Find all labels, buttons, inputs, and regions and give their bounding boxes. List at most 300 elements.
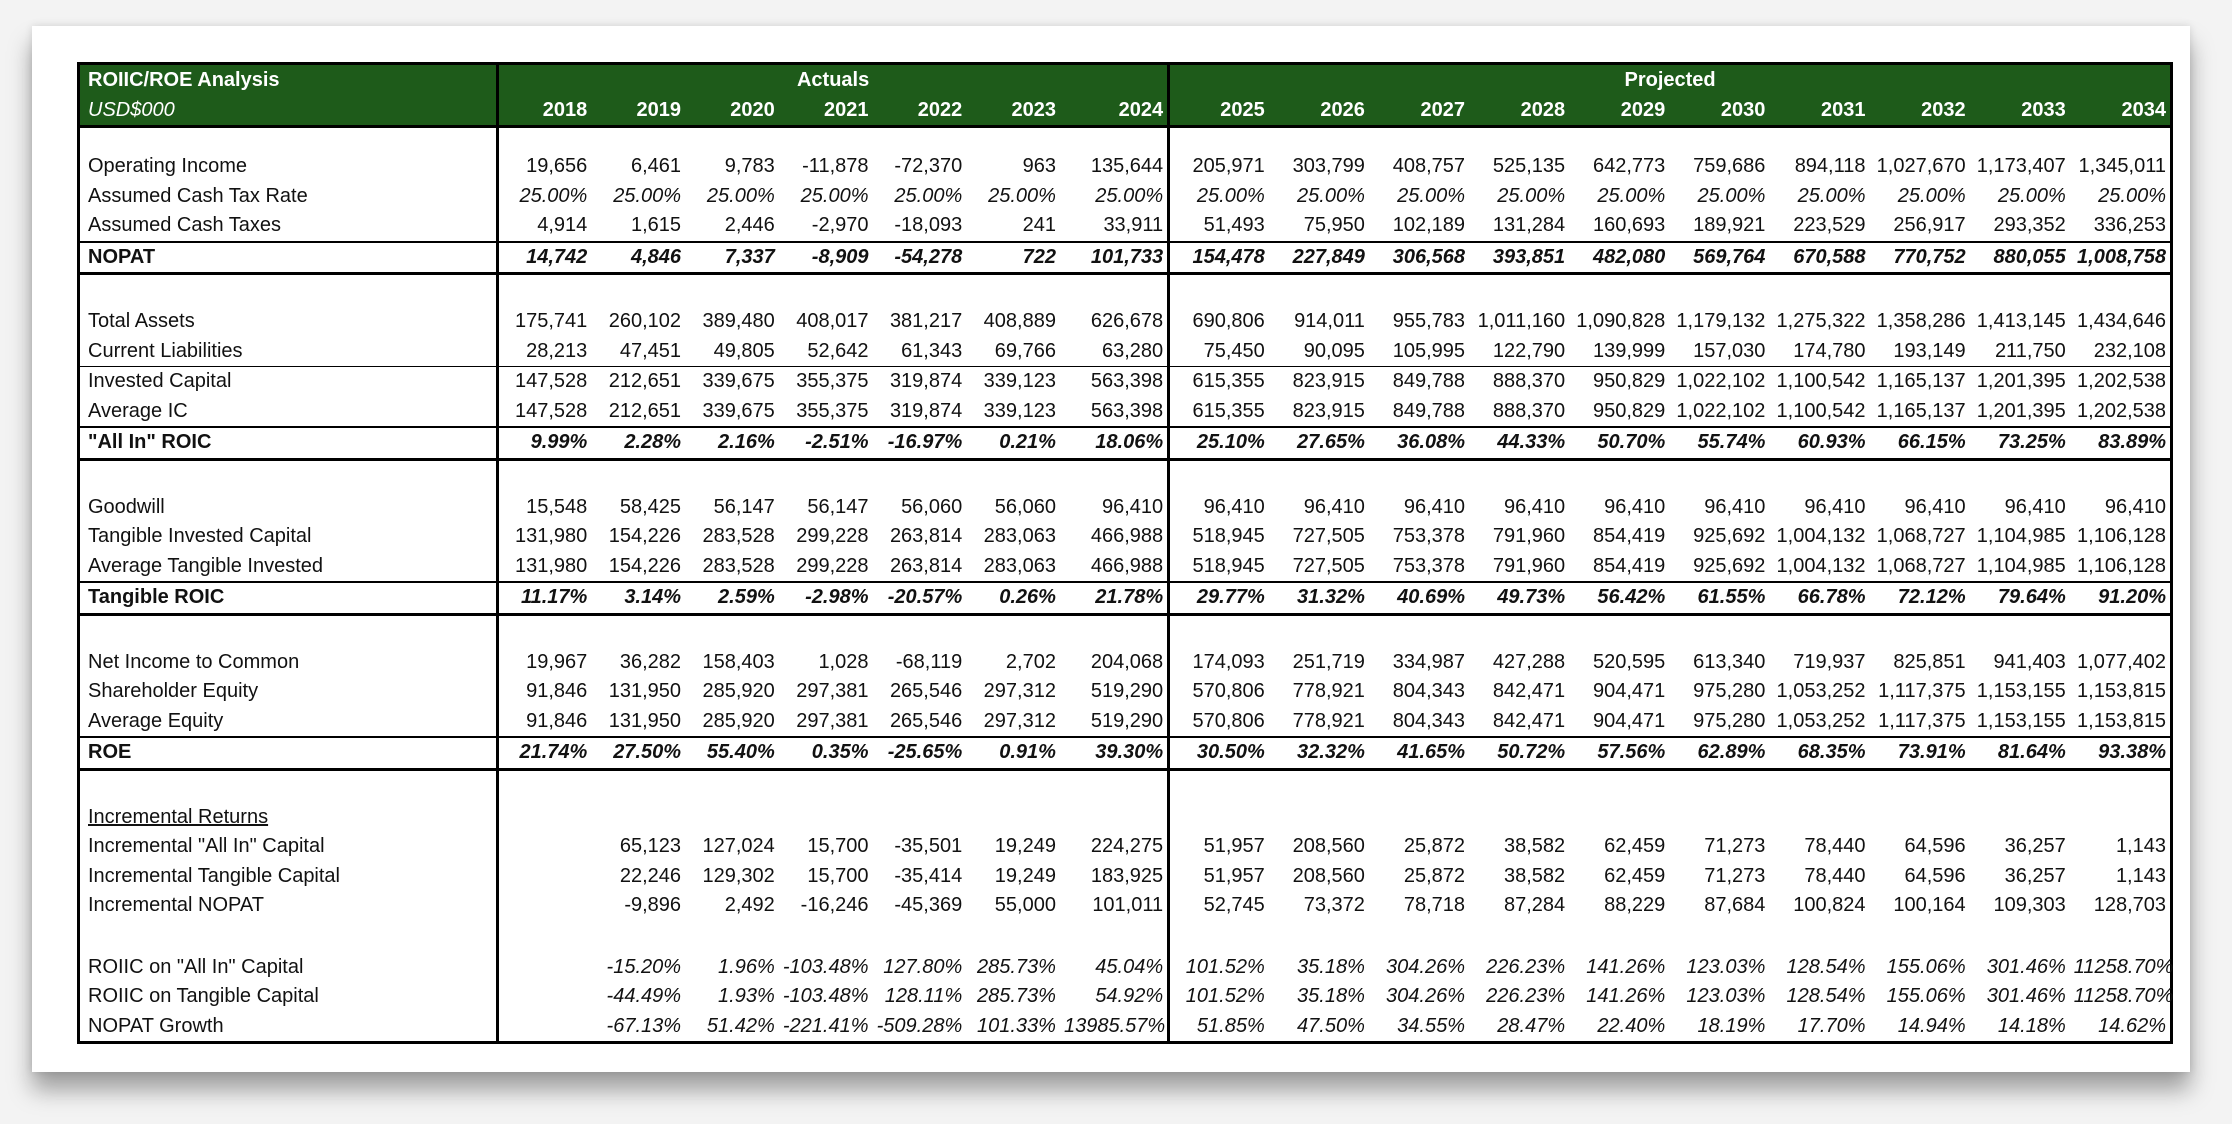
value-cell: 68.35% [1769,737,1869,769]
value-cell: 208,560 [1292,864,1365,887]
spacer-cell [1169,921,1269,953]
value-cell: 778,921 [1292,680,1365,702]
value-cell: 25.00% [1997,184,2066,207]
value-cell: 1,275,322 [1776,310,1866,332]
value-cell: 35.18% [1297,955,1365,978]
value-cell: 158,403 [702,650,775,673]
value-cell: 154,478 [1169,242,1269,274]
value-cell: 319,874 [889,399,963,422]
value-cell: 131,980 [498,552,592,583]
value-cell: 1,153,155 [1976,709,2066,732]
value-cell: 975,280 [1693,709,1766,732]
row-label: "All In" ROIC [80,427,498,459]
value-cell: 15,700 [807,835,869,857]
value-cell: 770,752 [1870,242,1970,274]
row-label: Average Tangible Invested [88,554,323,577]
value-cell: 51.85% [1169,1012,1269,1042]
year-header: 2021 [779,95,873,127]
spacer-cell [591,921,685,953]
value-cell: 35.18% [1297,985,1365,1007]
value-cell: 25.00% [1897,184,1966,207]
value-cell: 283,528 [702,554,775,577]
value-cell: 854,419 [1592,525,1666,547]
year-header: 2028 [1469,95,1569,127]
value-cell: 334,987 [1392,650,1465,673]
row-label: Incremental Tangible Capital [88,864,341,887]
value-cell [498,953,592,983]
value-cell: 96,410 [1604,495,1666,518]
value-cell: 950,829 [1592,399,1666,422]
value-cell: 823,915 [1292,399,1365,422]
year-header: 2023 [966,95,1060,127]
spacer-cell [1669,274,1769,308]
value-cell: 355,375 [796,399,869,422]
spacer-cell [1870,769,1970,803]
spacer-cell [1970,769,2070,803]
spacer-cell [498,459,592,493]
value-cell: -221.41% [782,1014,869,1037]
value-cell: 212,651 [608,399,682,422]
value-cell: 1,179,132 [1676,310,1766,332]
spacer-cell [80,769,498,803]
spacer-cell [1469,921,1569,953]
value-cell: 722 [966,242,1060,274]
value-cell: 1,090,828 [1576,310,1666,332]
value-cell: 131,980 [498,522,592,552]
spacer-cell [1169,459,1269,493]
value-cell: 778,921 [1292,709,1365,732]
value-cell: 101.33% [977,1014,1056,1037]
value-cell: 91.20% [2070,582,2170,614]
row-label: NOPAT Growth [88,1014,224,1037]
spacer-cell [2070,459,2170,493]
spacer-cell [1669,127,1769,153]
value-cell: 25.00% [800,184,869,207]
spacer-cell [1970,614,2070,648]
value-cell: 56,060 [994,495,1056,518]
value-cell: 226.23% [1486,955,1566,978]
value-cell: -35,414 [894,864,963,887]
spacer-cell [80,459,498,493]
value-cell: 2,702 [1005,650,1056,673]
value-cell: 25.10% [1169,427,1269,459]
spacer-cell [1060,127,1169,153]
spacer-cell [873,274,967,308]
value-cell: 482,080 [1569,242,1669,274]
value-cell: 9.99% [498,427,592,459]
value-cell: 33,911 [1103,214,1164,236]
value-cell: 29.77% [1169,582,1269,614]
spacer-cell [779,614,873,648]
row-average-ic [80,397,2170,428]
value-cell: 0.35% [779,737,873,769]
year-header: 2032 [1870,95,1970,127]
value-cell: 0.26% [966,582,1060,614]
value-cell: 36,257 [2004,864,2066,887]
value-cell: 226.23% [1486,985,1566,1007]
value-cell: 0.21% [966,427,1060,459]
value-cell: 96,410 [1503,495,1566,518]
spacer-cell [1769,614,1869,648]
value-cell: 123.03% [1686,955,1766,978]
year-header: 2022 [873,95,967,127]
value-cell: 823,915 [1269,367,1369,397]
value-cell: 408,757 [1392,155,1465,177]
spacer-cell [1269,127,1369,153]
value-cell: 339,123 [983,399,1056,422]
value-cell [1569,803,1669,833]
row-net-income [80,648,2170,678]
value-cell: 25.00% [1095,184,1164,207]
value-cell: 31.32% [1269,582,1369,614]
value-cell: 91,846 [498,677,592,707]
value-cell [873,803,967,833]
value-cell: 14,742 [498,242,592,274]
value-cell: 25.00% [1697,184,1766,207]
value-cell: 36,257 [2004,835,2066,857]
value-cell: -15.20% [606,955,682,978]
spacer-cell [1269,274,1369,308]
spacer-cell [873,614,967,648]
value-cell: 25.00% [1397,184,1465,207]
value-cell: 1,202,538 [2070,367,2170,397]
value-cell: 563,398 [1090,399,1164,422]
value-cell: 41.65% [1369,737,1469,769]
row-tangible-ic [80,522,2170,552]
value-cell: 1,143 [2115,835,2166,857]
spacer-cell [80,127,498,153]
value-cell: 804,343 [1392,680,1465,702]
roiic-roe-table [77,62,2173,1044]
spacer-cell [1970,274,2070,308]
spacer-cell [1169,614,1269,648]
value-cell: -11,878 [802,155,869,177]
spacer-cell [685,459,779,493]
value-cell: 96,410 [1403,495,1465,518]
value-cell: 64,596 [1904,835,1966,857]
value-cell: 38,582 [1503,864,1566,887]
value-cell: 96,410 [1904,495,1966,518]
year-header: 2031 [1769,95,1869,127]
value-cell: 154,226 [608,554,682,577]
value-cell: 34.55% [1397,1014,1465,1037]
spacer-cell [1970,921,2070,953]
value-cell: 6,461 [630,155,682,177]
spacer-cell [1669,459,1769,493]
value-cell: 91,846 [498,707,592,738]
value-cell: 11.17% [498,582,592,614]
value-cell: -8,909 [779,242,873,274]
value-cell: 408,889 [983,310,1056,332]
spacer-cell [1669,769,1769,803]
value-cell: 100,164 [1893,894,1966,916]
year-header: 2034 [2070,95,2170,127]
value-cell: 15,548 [498,493,592,523]
value-cell: 205,971 [1169,152,1269,182]
row-roe [80,737,2170,769]
value-cell: 25.00% [1497,184,1566,207]
row-label: ROIIC on Tangible Capital [88,985,319,1007]
value-cell: 613,340 [1693,650,1766,673]
value-cell: 950,829 [1569,367,1669,397]
row-label: Incremental "All In" Capital [88,835,325,857]
value-cell: 339,675 [702,399,775,422]
spacer-cell [1769,769,1869,803]
value-cell: 127.80% [883,955,963,978]
value-cell: 22,246 [619,864,682,887]
row-roiic-tangible [80,982,2170,1012]
value-cell: 211,750 [1994,339,2066,362]
value-cell [498,1012,592,1042]
value-cell: 690,806 [1169,307,1269,337]
value-cell: 791,960 [1492,525,1566,547]
row-nopat-growth [80,1012,2170,1042]
spacer-cell [873,921,967,953]
value-cell: 66.15% [1870,427,1970,459]
value-cell: 141.26% [1586,955,1666,978]
value-cell: 22.40% [1597,1014,1666,1037]
value-cell: -509.28% [876,1014,963,1037]
row-label: Current Liabilities [88,339,243,362]
value-cell: 25.00% [613,184,682,207]
spacer-cell [498,769,592,803]
value-cell: 54.92% [1095,985,1164,1007]
value-cell: 147,528 [498,397,592,428]
spacer-cell [591,127,685,153]
spacer-cell [1569,614,1669,648]
value-cell: 71,273 [1704,864,1766,887]
value-cell: 101.52% [1169,982,1269,1012]
value-cell: -16.97% [873,427,967,459]
spacer-cell [80,614,498,648]
value-cell: 466,988 [1090,525,1164,547]
spacer-cell [2070,127,2170,153]
row-inc-nopat [80,891,2170,921]
value-cell: 25.00% [988,184,1056,207]
value-cell: 0.91% [966,737,1060,769]
value-cell: 62,459 [1604,835,1666,857]
value-cell: 157,030 [1693,339,1766,362]
row-label: Net Income to Common [88,650,300,673]
spacer-cell [1970,459,2070,493]
value-cell: 62,459 [1604,864,1666,887]
spacer-cell [1870,127,1970,153]
value-cell: 101,733 [1060,242,1169,274]
value-cell: 17.70% [1797,1014,1866,1037]
year-header: 2030 [1669,95,1769,127]
value-cell: 14.18% [1997,1014,2066,1037]
value-cell: -67.13% [606,1014,682,1037]
value-cell [498,891,592,921]
value-cell: 79.64% [1970,582,2070,614]
value-cell: 174,093 [1169,648,1269,678]
value-cell: 96,410 [1303,495,1365,518]
value-cell: 1,004,132 [1776,554,1866,577]
value-cell: 18.06% [1060,427,1169,459]
spacer-cell [1369,127,1469,153]
row-nopat [80,242,2170,274]
value-cell: 381,217 [889,310,963,332]
value-cell: 519,290 [1090,680,1164,702]
value-cell: 25.00% [894,184,963,207]
value-cell: 129,302 [702,864,775,887]
value-cell: 842,471 [1492,680,1566,702]
value-cell: 56.42% [1569,582,1669,614]
value-cell: 888,370 [1469,367,1569,397]
value-cell: 25.00% [1597,184,1666,207]
value-cell: 301.46% [1986,955,2066,978]
spacer-cell [1669,614,1769,648]
value-cell: 1,011,160 [1477,310,1566,332]
value-cell: 466,988 [1090,554,1164,577]
row-label: Invested Capital [80,367,498,397]
row-label: Incremental NOPAT [88,894,264,916]
value-cell: 174,780 [1793,339,1866,362]
value-cell: 51,957 [1169,862,1269,892]
value-cell: 7,337 [685,242,779,274]
value-cell: 25.00% [706,184,775,207]
spacer-cell [1769,921,1869,953]
value-cell [685,803,779,833]
year-header: 2027 [1369,95,1469,127]
value-cell [1369,803,1469,833]
spacer-cell [779,127,873,153]
spacer-cell [779,459,873,493]
row-equity [80,677,2170,707]
row-label: ROE [80,737,498,769]
value-cell: 894,118 [1794,155,1866,177]
value-cell: 299,228 [796,554,869,577]
value-cell: 615,355 [1169,397,1269,428]
value-cell: 389,480 [702,310,775,332]
value-cell: 65,123 [619,835,682,857]
value-cell: 189,921 [1693,214,1766,236]
group-actuals: Actuals [498,65,1169,95]
spacer-cell [966,769,1060,803]
spacer-cell [591,614,685,648]
value-cell: 44.33% [1469,427,1569,459]
value-cell: 96,410 [1101,495,1164,518]
spacer-cell [1369,769,1469,803]
value-cell: 1,027,670 [1876,155,1966,177]
value-cell: 47,451 [619,339,682,362]
value-cell: 265,546 [889,709,963,732]
value-cell: 285.73% [977,955,1056,978]
spacer-row [80,127,2170,153]
header-row-years [80,95,2170,127]
value-cell: 78,440 [1804,864,1866,887]
value-cell: 90,095 [1303,339,1365,362]
value-cell: 45.04% [1095,955,1164,978]
spacer-cell [1569,274,1669,308]
value-cell: 2,492 [724,894,775,916]
value-cell: 51.42% [706,1014,775,1037]
value-cell: 55,000 [994,894,1056,916]
spacer-cell [1369,274,1469,308]
row-label: Average Equity [88,709,224,732]
value-cell: 301.46% [1986,985,2066,1007]
spacer-cell [1669,921,1769,953]
value-cell: 297,312 [983,680,1056,702]
value-cell: 27.65% [1269,427,1369,459]
value-cell: 256,917 [1893,214,1966,236]
value-cell: 849,788 [1392,399,1465,422]
row-current-liabilities [80,337,2170,367]
value-cell: 408,017 [796,310,869,332]
value-cell: 304.26% [1386,985,1465,1007]
value-cell: 25.00% [1797,184,1866,207]
value-cell: 1,008,758 [2070,242,2170,274]
value-cell: -103.48% [782,955,869,978]
value-cell: 223,529 [1793,214,1866,236]
value-cell: 28,213 [498,337,592,367]
value-cell: 66.78% [1769,582,1869,614]
screenshot-frame [32,26,2190,1072]
value-cell: 265,546 [889,680,963,702]
value-cell: 38,582 [1503,835,1566,857]
value-cell: 61,343 [901,339,963,362]
value-cell: 25.00% [1297,184,1365,207]
value-cell: 339,123 [966,367,1060,397]
value-cell: 1,028 [818,650,869,673]
value-cell [591,803,685,833]
value-cell: 251,719 [1292,650,1365,673]
value-cell: 1,153,815 [2077,680,2166,702]
spacer-cell [498,614,592,648]
value-cell: -54,278 [873,242,967,274]
spacer-cell [1169,274,1269,308]
year-header: 2024 [1060,95,1169,127]
value-cell: 569,764 [1669,242,1769,274]
value-cell: 283,063 [983,554,1056,577]
row-label: NOPAT [80,242,498,274]
value-cell: 25.00% [2098,184,2166,207]
value-cell: 1,143 [2115,864,2166,887]
value-cell: 1,022,102 [1669,367,1769,397]
spacer-cell [1769,127,1869,153]
spacer-cell [498,274,592,308]
value-cell: 1.93% [718,985,775,1007]
value-cell: 15,700 [807,864,869,887]
value-cell: 1,053,252 [1776,709,1866,732]
spacer-cell [1469,127,1569,153]
spacer-cell [685,769,779,803]
value-cell [1669,803,1769,833]
value-cell: 75,950 [1303,214,1365,236]
value-cell: 306,568 [1369,242,1469,274]
value-cell: 36.08% [1369,427,1469,459]
value-cell: 60.93% [1769,427,1869,459]
spacer-cell [1970,127,2070,153]
value-cell: 96,410 [2004,495,2066,518]
spacer-cell [498,127,592,153]
value-cell: 155.06% [1886,985,1966,1007]
row-roiic-all-in [80,953,2170,983]
value-cell: 62.89% [1669,737,1769,769]
spacer-cell [685,274,779,308]
value-cell: 25,872 [1403,864,1465,887]
spacer-cell [1169,769,1269,803]
spacer-cell [1870,459,1970,493]
value-cell: 1,068,727 [1876,525,1966,547]
value-cell: 154,226 [608,525,682,547]
value-cell: 955,783 [1392,310,1465,332]
value-cell: 30.50% [1169,737,1269,769]
value-cell: 626,678 [1090,310,1164,332]
spacer-cell [1269,769,1369,803]
value-cell: 73.91% [1870,737,1970,769]
spacer-cell [685,614,779,648]
